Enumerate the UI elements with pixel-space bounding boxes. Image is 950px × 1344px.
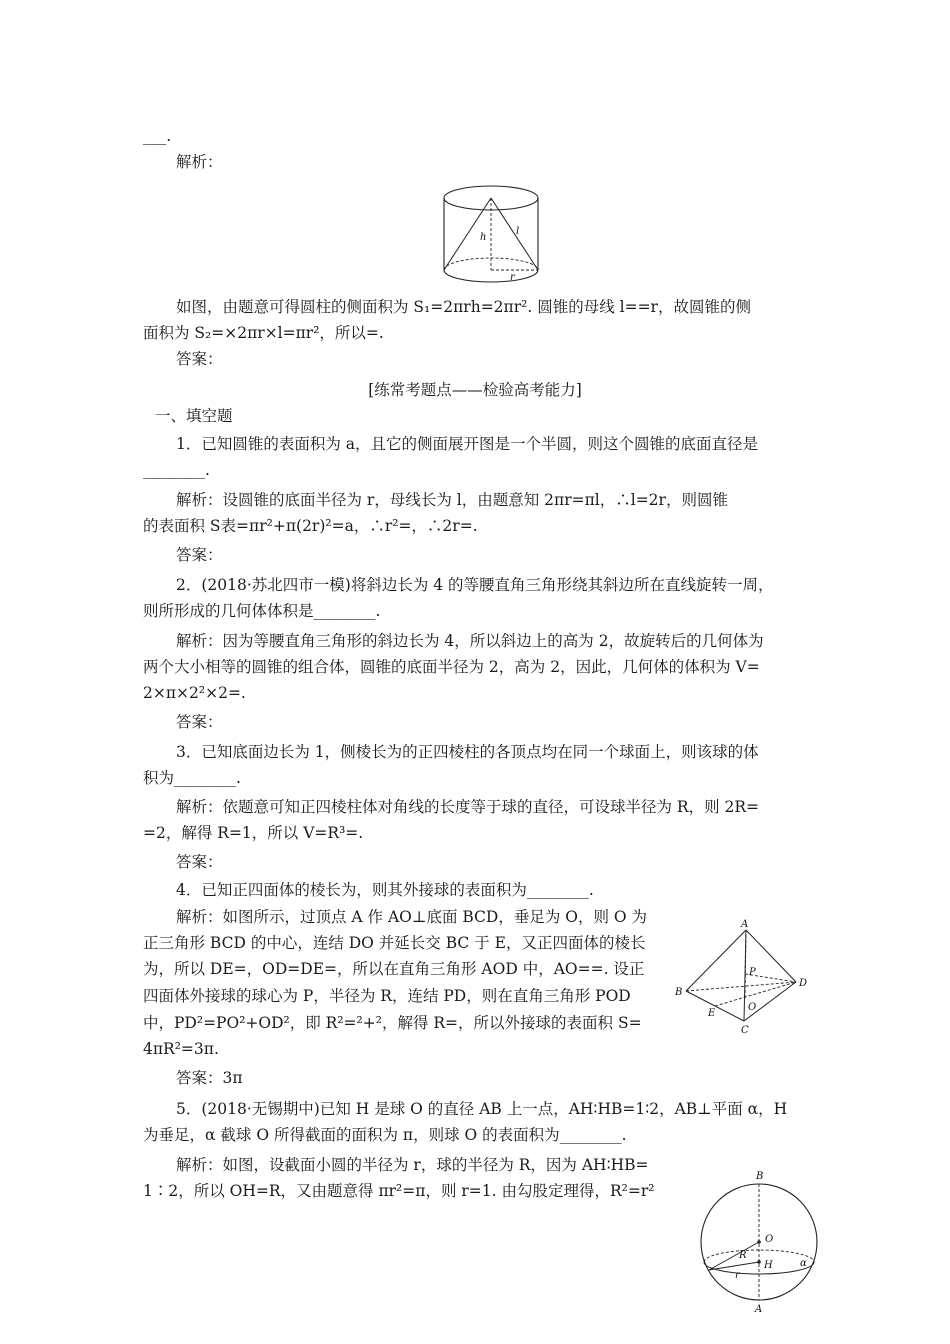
fig-label: B xyxy=(756,1171,764,1182)
fig-label: P xyxy=(749,967,756,978)
intro-paragraph-line: 面积为 S₂=×2πr×l=πr²，所以=. xyxy=(143,324,384,342)
q4-analysis: 解析：如图所示，过顶点 A 作 AO⊥底面 BCD，垂足为 O，则 O 为 xyxy=(176,908,648,926)
fig-label: O xyxy=(765,1234,774,1245)
q4-analysis: 正三角形 BCD 的中心，连结 DO 并延长交 BC 于 E，又正四面体的棱长 xyxy=(143,934,646,952)
q1-analysis: 解析：设圆锥的底面半径为 r，母线长为 l，由题意知 2πr=πl，∴l=2r，则圆锥 xyxy=(176,491,728,509)
fig-label: r xyxy=(510,272,515,283)
question-5-text: 为垂足，α 截球 O 所得截面的面积为 π，则球 O 的表面积为________. xyxy=(143,1126,627,1144)
question-1-blank: ________. xyxy=(143,461,210,479)
q2-analysis: 两个大小相等的圆锥的组合体，圆锥的底面半径为 2，高为 2，因此，几何体的体积为 V= xyxy=(143,658,760,676)
question-4-text: 4．已知正四面体的棱长为，则其外接球的表面积为________. xyxy=(176,881,594,899)
fig-label: r xyxy=(735,1270,740,1281)
question-3-text: 积为________. xyxy=(143,769,241,787)
question-2-text: 则所形成的几何体体积是________. xyxy=(143,602,381,620)
q3-analysis: =2，解得 R=1，所以 V=R³=. xyxy=(143,824,364,842)
question-5-text: 5．(2018·无锡期中)已知 H 是球 O 的直径 AB 上一点，AH∶HB=1∶2，AB⊥平面 α，H xyxy=(176,1100,788,1118)
q1-answer: 答案： xyxy=(176,546,223,564)
fig-label: l xyxy=(516,226,520,237)
q3-answer: 答案： xyxy=(176,853,223,871)
fig-label: A xyxy=(755,1304,763,1315)
fig-label: α xyxy=(800,1258,807,1269)
q3-analysis: 解析：依题意可知正四棱柱体对角线的长度等于球的直径，可设球半径为 R，则 2R= xyxy=(176,798,760,816)
tetrahedron-figure xyxy=(672,918,820,1038)
section-title: 一、填空题 xyxy=(155,407,233,425)
fig-label: B xyxy=(675,987,683,998)
fig-label: h xyxy=(480,232,487,243)
analysis-label: 解析： xyxy=(176,153,223,171)
q2-analysis: 2×π×2²×2=. xyxy=(143,684,246,702)
cylinder-cone-figure xyxy=(436,180,548,285)
q5-analysis: 1∶2，所以 OH=R，又由题意得 πr²=π，则 r=1. 由勾股定理得，R²=r² xyxy=(143,1182,655,1200)
question-1-text: 1．已知圆锥的表面积为 a，且它的侧面展开图是一个半圆，则这个圆锥的底面直径是 xyxy=(176,435,759,453)
q2-analysis: 解析：因为等腰直角三角形的斜边长为 4，所以斜边上的高为 2，故旋转后的几何体为 xyxy=(176,632,764,650)
fig-label: A xyxy=(741,919,749,930)
question-3-text: 3．已知底面边长为 1，侧棱长为的正四棱柱的各顶点均在同一个球面上，则该球的体 xyxy=(176,743,759,761)
q4-answer: 答案：3π xyxy=(176,1069,243,1087)
answer-label: 答案： xyxy=(176,350,223,368)
fig-label: R xyxy=(739,1250,747,1261)
q4-analysis: 为，所以 DE=，OD=DE=，所以在直角三角形 AOD 中，AO==. 设正 xyxy=(143,960,645,978)
fig-label: C xyxy=(741,1025,749,1036)
q4-analysis: 4πR²=3π. xyxy=(143,1040,219,1058)
intro-paragraph-line: 如图，由题意可得圆柱的侧面积为 S₁=2πrh=2πr². 圆锥的母线 l==r，故圆锥的侧 xyxy=(176,298,751,316)
fig-label: O xyxy=(748,1002,757,1013)
q5-analysis: 解析：如图，设截面小圆的半径为 r，球的半径为 R，因为 AH∶HB= xyxy=(176,1156,649,1174)
question-2-text: 2．(2018·苏北四市一模)将斜边长为 4 的等腰直角三角形绕其斜边所在直线旋转一周， xyxy=(176,576,774,594)
q4-analysis: 四面体外接球的球心为 P，半径为 R，连结 PD，则在直角三角形 POD xyxy=(143,987,631,1005)
q2-answer: 答案： xyxy=(176,713,223,731)
fig-label: H xyxy=(764,1260,773,1271)
q1-analysis: 的表面积 S表=πr²+π(2r)²=a，∴r²=，∴2r=. xyxy=(143,517,478,535)
fig-label: E xyxy=(708,1008,716,1019)
fig-label: D xyxy=(799,978,808,989)
top-fragment: ___. xyxy=(143,127,172,145)
section-header: [练常考题点——检验高考能力] xyxy=(368,381,582,399)
q4-analysis: 中，PD²=PO²+OD²，即 R²=²+²，解得 R=，所以外接球的表面积 S= xyxy=(143,1014,642,1032)
sphere-figure xyxy=(695,1166,825,1342)
